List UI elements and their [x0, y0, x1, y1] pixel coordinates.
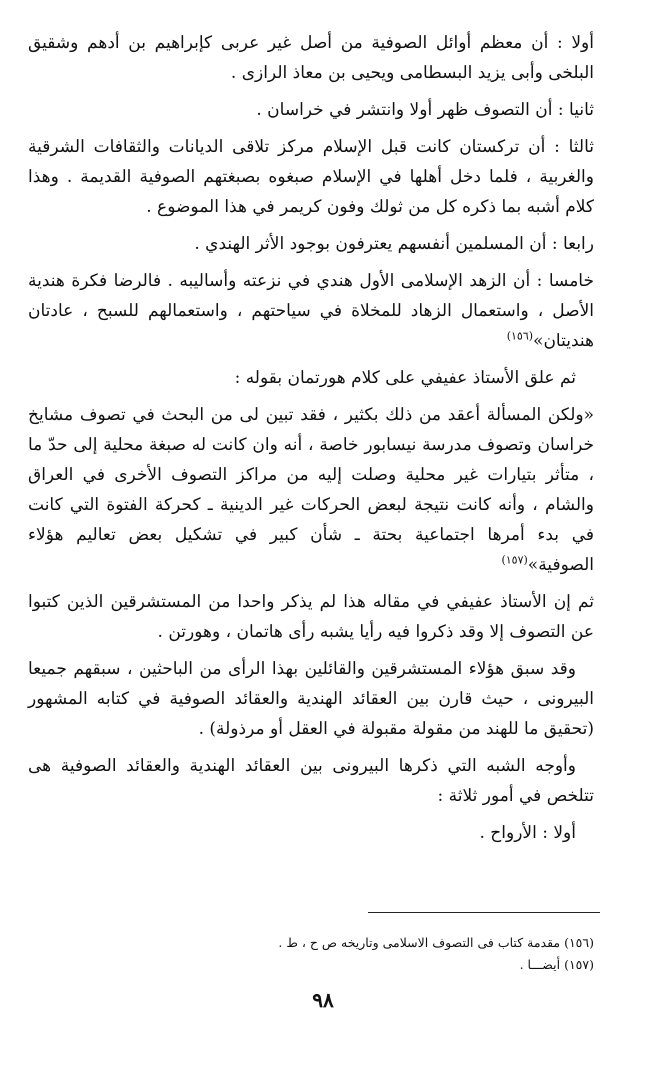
paragraph-fifth-text: خامسا : أن الزهد الإسلامى الأول هندي في نزعته وأساليبه . فالرضا فكرة هندية الأصل ، واستعمال الزهاد للمخلاة في سياحتهم ، واستعمالهم للسبح ، عادتان هنديتان» [28, 271, 594, 351]
paragraph-souls: أولا : الأرواح . [479, 823, 576, 843]
footnote-157: (١٥٧) أيضـــا . [519, 957, 594, 972]
paragraph-similarities: وأوجه الشبه التي ذكرها البيرونى بين العقائد الهندية والعقائد الصوفية هى تتلخص في أمور ثلاثة : [28, 756, 594, 806]
footnote-ref-157[interactable]: (١٥٧) [501, 553, 528, 567]
footnote-separator [368, 912, 600, 913]
paragraph-orientalists: ثم إن الأستاذ عفيفي في مقاله هذا لم يذكر واحدا من المستشرقين الذين كتبوا عن التصوف إلا وقد ذكروا فيه رأيا يشبه رأى هاتمان ، وهورتن . [28, 592, 594, 642]
quote-text: «ولكن المسألة أعقد من ذلك بكثير ، فقد تبين لى من البحث في تصوف مشايخ خراسان وتصوف مدرسة نيسابور خاصة ، أنه وان كانت له صبغة محلية إلى حدّ ما ، متأثر بتيارات غير محلية وصلت إليه من مراكز التصوف الأخرى في العراق والشام ، وأنه كانت نتيجة لبعض الحركات غير الدينية ـ كحركة الفتوة التي كانت في بدء أمرها اجتماعية بحتة ـ شأن كبير في تشكيل بعض تعاليم هؤلاء الصوفية» [28, 405, 594, 575]
paragraph-third-point: ثالثا : أن تركستان كانت قبل الإسلام مركز تلاقى الديانات والثقافات الشرقية والغربية ، فلما دخل أهلها في الإسلام صبغوه بصبغتهم الصوفية القديمة . وهذا كلام أشبه بما ذكره كل من ثولك وفون كريمر في هذا الموضوع . [28, 137, 594, 217]
footnote-ref-156[interactable]: (١٥٦) [506, 329, 534, 343]
paragraph-afifi-quote [28, 400, 594, 580]
footnote-156: (١٥٦) مقدمة كتاب فى التصوف الاسلامى وتاريخه ص ح ، ط . [278, 935, 594, 950]
paragraph-afifi-intro: ثم علق الأستاذ عفيفي على كلام هورتمان بقوله : [234, 368, 576, 388]
paragraph-second-point: ثانيا : أن التصوف ظهر أولا وانتشر في خراسان . [256, 100, 594, 120]
page-body [28, 28, 594, 855]
paragraph-fourth-point: رابعا : أن المسلمين أنفسهم يعترفون بوجود الأثر الهندي . [194, 234, 594, 254]
paragraph-fifth-point [28, 266, 594, 356]
paragraph-first-point: أولا : أن معظم أوائل الصوفية من أصل غير عربى كإبراهيم بن أدهم وشقيق البلخى وأبى يزيد البسطامى ويحيى بن معاذ الرازى . [28, 33, 594, 83]
paragraph-biruni: وقد سبق هؤلاء المستشرقين والقائلين بهذا الرأى من الباحثين ، سبقهم جميعا البيرونى ، حيث قارن بين العقائد الهندية والعقائد الصوفية في كتابه المشهور (تحقيق ما للهند من مقولة مقبولة في العقل أو مرذولة) . [28, 659, 594, 739]
footnotes [28, 932, 594, 976]
page-number: ٩٨ [312, 988, 334, 1012]
